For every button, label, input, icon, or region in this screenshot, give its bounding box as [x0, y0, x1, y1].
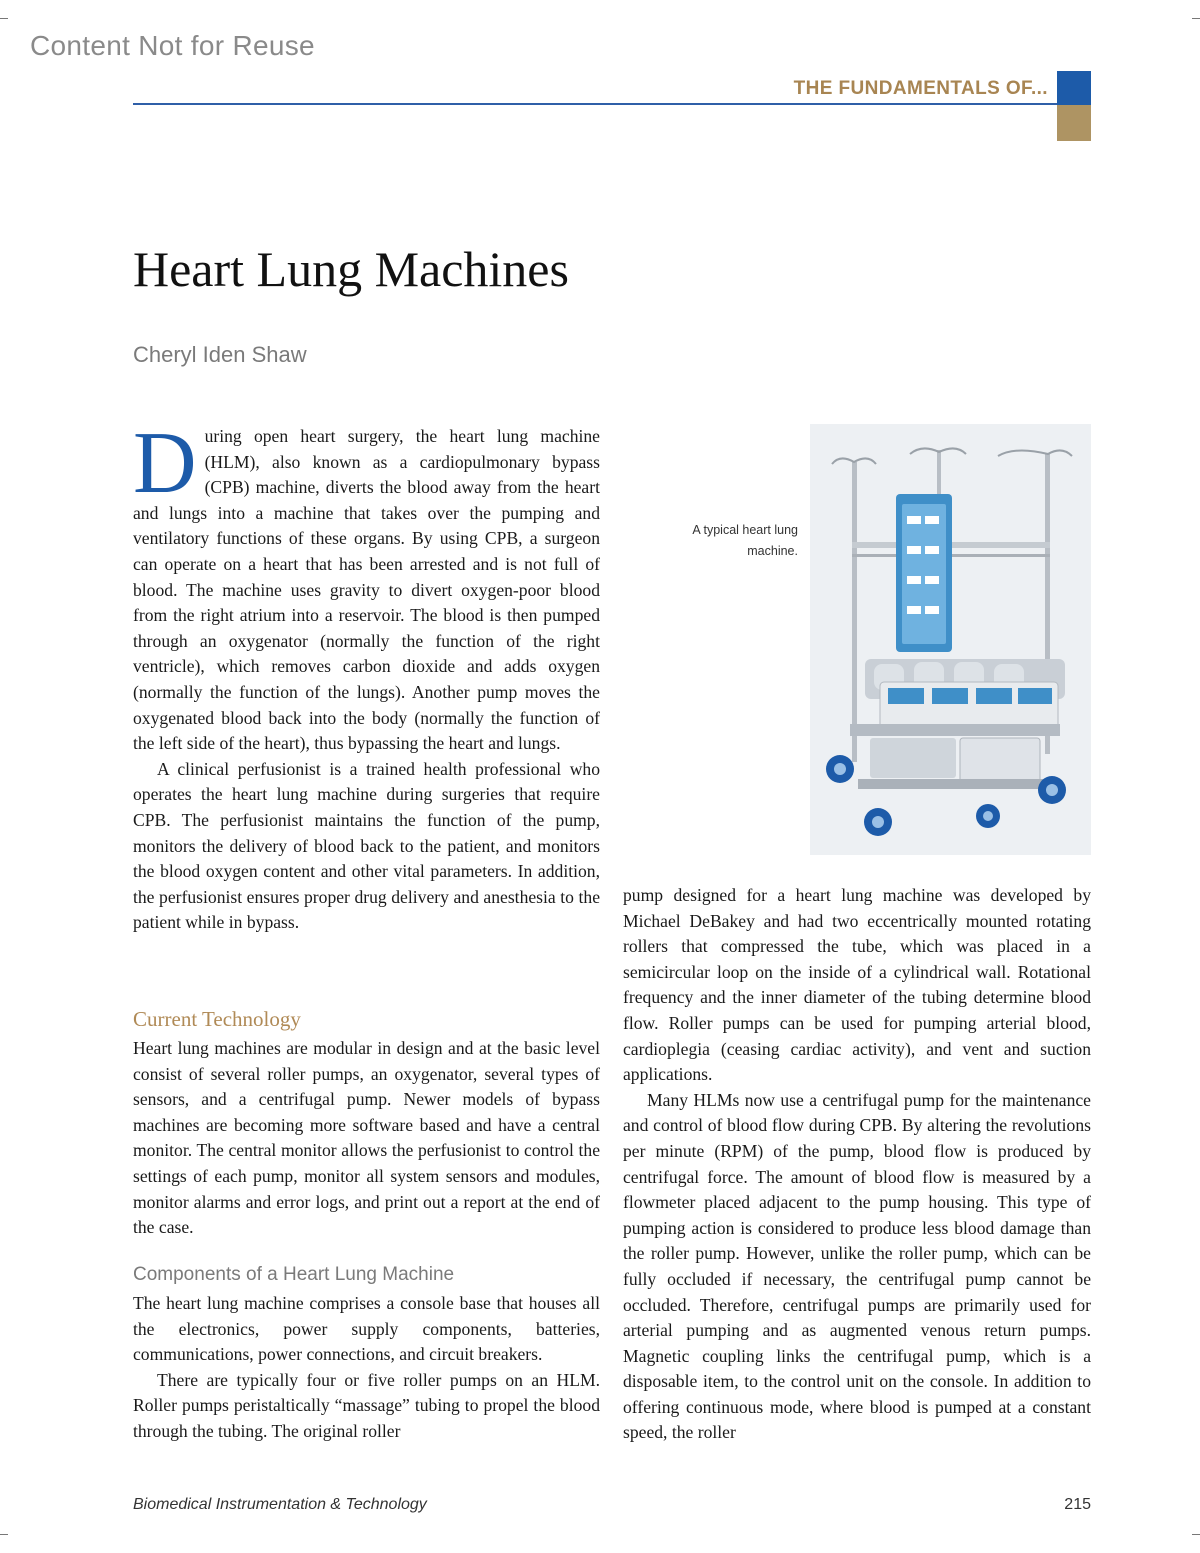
footer-page-number: 215	[1064, 1496, 1091, 1513]
heading-components: Components of a Heart Lung Machine	[133, 1264, 455, 1285]
crop-mark-bottom-right	[1192, 1534, 1200, 1535]
column-2-text	[623, 883, 1091, 1446]
article-title: Heart Lung Machines	[133, 241, 569, 297]
components-paragraph-2: There are typically four or five roller pumps on an HLM. Roller pumps peristaltically “massage” tubing to propel the blood through the tubing. The original roller	[133, 1369, 600, 1441]
header-block-blue	[1057, 71, 1091, 105]
heart-lung-machine-photo	[810, 424, 1091, 855]
crop-mark-top-right	[1192, 18, 1200, 19]
section-label: THE FUNDAMENTALS OF...	[793, 78, 1048, 99]
footer-journal-name: Biomedical Instrumentation & Technology	[133, 1496, 427, 1513]
intro-paragraph-1-text: uring open heart surgery, the heart lung machine (HLM), also known as a cardiopulmonary bypass (CPB) machine, diverts the blood away from the heart and lungs into a machine that takes over the pumping and ventilatory functions of these organs. By using CPB, a surgeon can operate on a heart that has been arrested and is not full of blood. The machine uses gravity to divert oxygen-poor blood from the right atrium into a reservoir. The blood is then pumped through an oxygenator (normally the function of the right ventricle), which removes carbon dioxide and adds oxygen (normally the function of the lungs). Another pump moves the oxygenated blood back into the body (normally the function of the left side of the heart), thus bypassing the heart and lungs.	[133, 426, 600, 754]
figure-caption: A typical heart lung machine.	[692, 523, 798, 558]
column-2-paragraph-2: Many HLMs now use a centrifugal pump for the maintenance and control of blood flow during CPB. By altering the revolutions per minute (RPM) of the pump, blood flow is produced by centrifugal force. The amount of blood flow is measured by a flowmeter placed adjacent to the pump housing. This type of pumping action is considered to produce less blood damage than the roller pump. However, unlike the roller pump, which can be fully occluded if necessary, the centrifugal pump cannot be occluded. Therefore, centrifugal pumps are primarily used for arterial pumping and as augmented venous return pumps. Magnetic coupling links the centrifugal pump, which is a disposable item, to the control unit on the console. In addition to offering continuous mode, where blood is pumped at a constant speed, the roller	[623, 1089, 1091, 1443]
intro-paragraph-2: A clinical perfusionist is a trained health professional who operates the heart lung machine during surgeries that require CPB. The perfusionist maintains the function of the pump, monitors the delivery of blood back to the patient, and monitors the blood oxygen content and other vital parameters. In addition, the perfusionist ensures proper drug delivery and anesthesia to the patient while in bypass.	[133, 758, 600, 933]
intro-text	[133, 415, 600, 936]
header-block-gold	[1057, 105, 1091, 141]
intro-paragraph-1	[133, 415, 600, 757]
components-paragraph-1: The heart lung machine comprises a console base that houses all the electronics, power supply components, batteries, communications, power connections, and circuit breakers.	[133, 1293, 600, 1365]
current-technology-text	[133, 1036, 600, 1241]
column-2-paragraph-1: pump designed for a heart lung machine was developed by Michael DeBakey and had two eccentrically mounted rotating rollers that compressed the tube, which was placed in a semicircular loop on the inside of a cylindrical wall. Rotational frequency and the inner diameter of the tubing determine blood flow. Roller pumps can be used for pumping arterial blood, cardioplegia (ceasing cardiac activity), and vent and suction applications.	[623, 885, 1091, 1085]
crop-mark-top-left	[0, 18, 8, 19]
current-technology-paragraph-1: Heart lung machines are modular in design and at the basic level consist of several roller pumps, an oxygenator, several types of sensors, and a centrifugal pump. Newer models of bypass machines are becoming more software based and have a central monitor. The central monitor allows the perfusionist to control the settings of each pump, monitor all system sensors and modules, monitor alarms and error logs, and print out a report at the end of the case.	[133, 1038, 600, 1238]
watermark: Content Not for Reuse	[30, 30, 315, 61]
article-author: Cheryl Iden Shaw	[133, 342, 307, 367]
header-rule	[133, 103, 1058, 105]
drop-cap: D	[133, 415, 197, 512]
heading-current-technology: Current Technology	[133, 1007, 301, 1031]
components-text	[133, 1291, 600, 1445]
crop-mark-bottom-left	[0, 1534, 8, 1535]
